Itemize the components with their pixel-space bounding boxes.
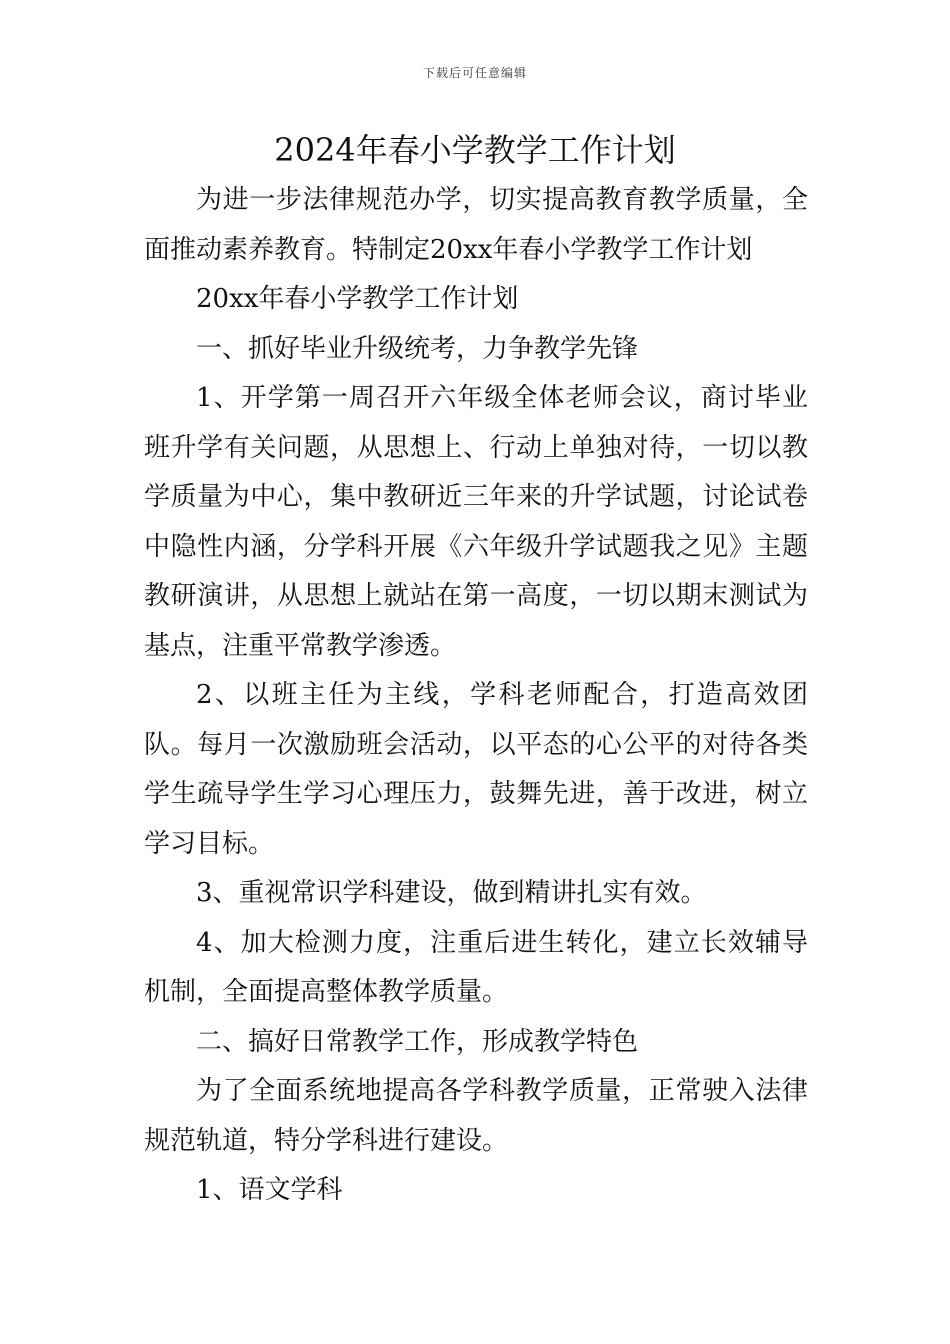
paragraph-intro: 为进一步法律规范办学，切实提高教育教学质量，全面推动素养教育。特制定20xx年春小学教学工作计划	[144, 185, 808, 265]
paragraph-item-3: 3、重视常识学科建设，做到精讲扎实有效。	[196, 878, 707, 908]
document-title: 2024年春小学教学工作计划	[274, 131, 676, 169]
section-heading-2: 二、搞好日常教学工作，形成教学特色	[196, 1026, 639, 1057]
paragraph-section-2-intro: 为了全面系统地提高各学科教学质量，正常驶入法律规范轨道，特分学科进行建设。	[144, 1076, 808, 1156]
section-heading-1: 一、抓好毕业升级统考，力争教学先锋	[196, 333, 639, 364]
page-header-note: 下载后可任意编辑	[422, 66, 527, 80]
paragraph-item-2: 2、以班主任为主线，学科老师配合，打造高效团队。每月一次激励班会活动，以平态的心公平的对待各类学生疏导学生学习心理压力，鼓舞先进，善于改进，树立学习目标。	[144, 680, 808, 859]
paragraph-item-1: 1、开学第一周召开六年级全体老师会议，商讨毕业班升学有关问题，从思想上、行动上单独对待，一切以教学质量为中心，集中教研近三年来的升学试题，讨论试卷中隐性内涵，分学科开展《六年级升学试题我之见》主题教研演讲，从思想上就站在第一高度，一切以期末测试为基点，注重平常教学渗透。	[144, 383, 808, 661]
subsection-heading-chinese: 1、语文学科	[196, 1175, 343, 1205]
paragraph-item-4: 4、加大检测力度，注重后进生转化，建立长效辅导机制，全面提高整体教学质量。	[144, 927, 808, 1007]
document-body	[144, 176, 808, 1216]
paragraph-subtitle: 20xx年春小学教学工作计划	[196, 284, 519, 314]
